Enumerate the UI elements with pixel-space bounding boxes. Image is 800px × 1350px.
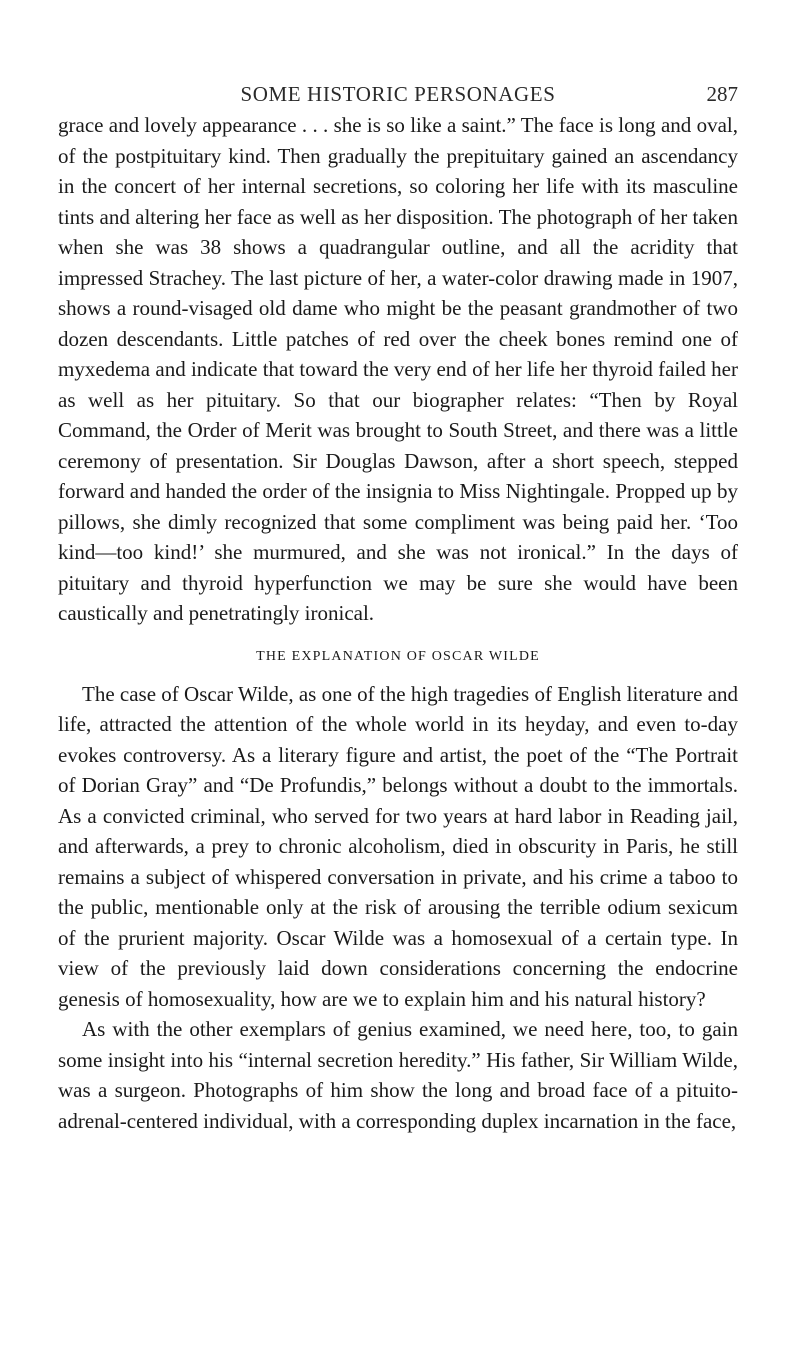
paragraph-continued: grace and lovely appearance . . . she is so like a saint.” The face is long and oval, of the postpituitary kind. Then gradually the prepituitary gained an ascendancy in the concert of her internal secretions, so coloring her life with its masculine tints and altering her face as well as her disposition. The photograph of her taken when she was 38 shows a quadrangular outline, and all the acridity that impressed Strachey. The last picture of her, a water-color drawing made in 1907, shows a round-visaged old dame who might be the peasant grandmother of two dozen descendants. Little patches of red over the cheek bones remind one of myxedema and indicate that toward the very end of her life her thyroid failed her as well as her pituitary. So that our biographer relates: “Then by Royal Command, the Order of Merit was brought to South Street, and there was a little ceremony of presentation. Sir Douglas Dawson, after a short speech, stepped forward and handed the order of the insignia to Miss Nightingale. Propped up by pillows, she dimly recognized that some compliment was being paid her. ‘Too kind—too kind!’ she murmured, and she was not ironical.” In the days of pituitary and thyroid hyperfunction we may be sure she would have been caustically and penetratingly ironical.	[58, 113, 738, 625]
body-text	[58, 110, 738, 1136]
paragraph-heredity: As with the other exemplars of genius examined, we need here, too, to gain some insight into his “internal secretion heredity.” His father, Sir William Wilde, was a surgeon. Photographs of him show the long and broad face of a pituito-adrenal-centered individual, with a corresponding duplex incarnation in the face,	[58, 1017, 738, 1133]
section-heading: THE EXPLANATION OF OSCAR WILDE	[256, 648, 540, 664]
paragraph-oscar-wilde-intro: The case of Oscar Wilde, as one of the high tragedies of English literature and life, attracted the attention of the whole world in its heyday, and even to-day evokes controversy. As a literary figure and artist, the poet of the “The Portrait of Dorian Gray” and “De Profundis,” belongs without a doubt to the immortals. As a convicted criminal, who served for two years at hard labor in Reading jail, and afterwards, a prey to chronic alcoholism, died in obscurity in Paris, he still remains a subject of whispered conversation in private, and his crime a taboo to the public, mentionable only at the risk of arousing the terrible odium sexicum of the prurient majority. Oscar Wilde was a homosexual of a certain type. In view of the previously laid down considerations concerning the endocrine genesis of homosexuality, how are we to explain him and his natural history?	[58, 681, 738, 1011]
page-number: 287	[706, 82, 738, 106]
running-header	[58, 0, 738, 110]
running-title: SOME HISTORIC PERSONAGES	[240, 82, 556, 106]
